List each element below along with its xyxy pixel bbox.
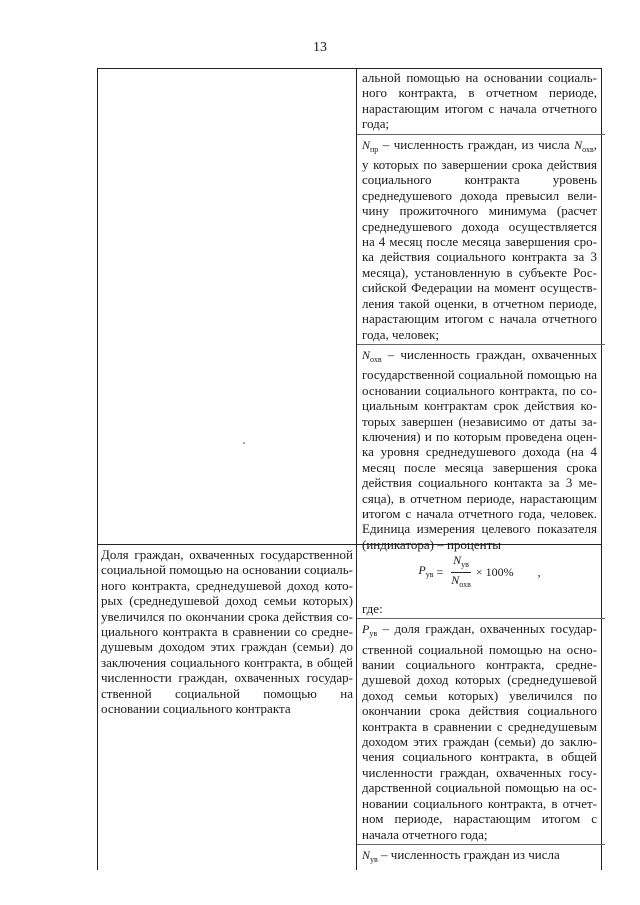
table-left-border — [97, 68, 98, 870]
puv-symbol: $P_{ув}$ — [362, 622, 378, 639]
row2-separator-1 — [357, 618, 605, 619]
row2-where-label: где: — [362, 600, 383, 616]
row1-separator-1 — [357, 134, 605, 135]
formula-numerator: $N_{ув}$ — [451, 553, 471, 573]
nohv-symbol: $N_{охв}$ — [574, 137, 594, 154]
table-top-border — [97, 68, 602, 69]
row2-left-cell: Доля граждан, охваченных государственной социальной помощью на основании социаль-ного контракта, среднедушевой доход кото-рых (среднедушевой доход семьи которых) увеличился по окончании срока действия со-циального контракта в сравнении со средне-душевым доходом этих граждан (семьи) до заключения социального контракта, в общей численности граждан, охваченных государ-ственной социальной помощью на основании социального контракта — [101, 547, 353, 717]
row1-paragraph-npr: $N_{пр}$ – численность граждан, из числа $N_{охв}$, у которых по завершении срока действия социального контракта уровень среднедушевого дохода превысил вели-чину прожиточного минимума (расчет среднедушевого дохода осуществляется на 4 месяц после месяца завершения сро-ка действия социального контракта за 3 месяца), установленную в субъекте Рос-сийской Федерации на момент осуществ-ления такой оценки, в отчетном периоде, нарастающим итогом с начала отчетного года, человек; — [362, 136, 597, 342]
row1-right-cell — [362, 70, 597, 552]
scan-speck — [243, 442, 245, 444]
row2-separator-2 — [357, 844, 605, 845]
formula-equals: = — [433, 565, 447, 580]
table-middle-border — [356, 68, 357, 870]
puv-formula — [362, 553, 597, 593]
row1-paragraph-nohv: $N_{охв}$ – численность граждан, охваченных государственной социальной помощью на основании социального контракта, по со-циальным контрактам срок действия ко-торых завершен (независимо от даты за-ключения) и по которым проведена оцен-ка уровня среднедушевого дохода (на 4 месяц после месяца завершения срока действия социального контакта за 3 ме-сяца), в отчетном периоде, нарастающим итогом с начала отчетного года, человек. Единица измерения целевого показателя (индикатора) – проценты — [362, 346, 597, 552]
row1-paragraph-1: альной помощью на основании социаль-ного контракта, в отчетном периоде, нарастающим итогом с начала отчетного года; — [362, 70, 597, 132]
row1-separator-2 — [357, 344, 605, 345]
npr-symbol: $N_{пр}$ — [362, 137, 379, 154]
formula-lhs: $P_{ув}$ — [418, 563, 434, 580]
row2-right-cell — [362, 547, 597, 867]
nohv2-symbol: $N_{охв}$ — [362, 347, 382, 364]
nuv-symbol: $N_{ув}$ — [362, 847, 378, 864]
formula-fraction — [449, 553, 473, 593]
row2-paragraph-puv: $P_{ув}$ – доля граждан, охваченных государ-ственной социальной помощью на осно-вании социального контракта, средне-душевой доход которых (среднедушевой доход семьи которых) увеличился по окончании срока действия социального контракта в сравнении с среднедушевым доходом этих граждан (семьи) до заклю-чения социального контракта, в общей численности граждан, охваченных госу-дарственной социальной помощью на ос-новании социального контракта, в отчет-ном периоде, нарастающим итогом с начала отчетного года; — [362, 621, 597, 842]
indicator-table — [97, 68, 602, 870]
formula-comma: , — [537, 565, 541, 580]
table-right-border — [601, 68, 602, 870]
formula-times: × 100% — [475, 565, 514, 580]
formula-denominator: $N_{охв}$ — [451, 573, 471, 590]
row2-paragraph-nuv: $N_{ув}$ – численность граждан из числа — [362, 846, 560, 864]
page-number: 13 — [313, 40, 327, 55]
